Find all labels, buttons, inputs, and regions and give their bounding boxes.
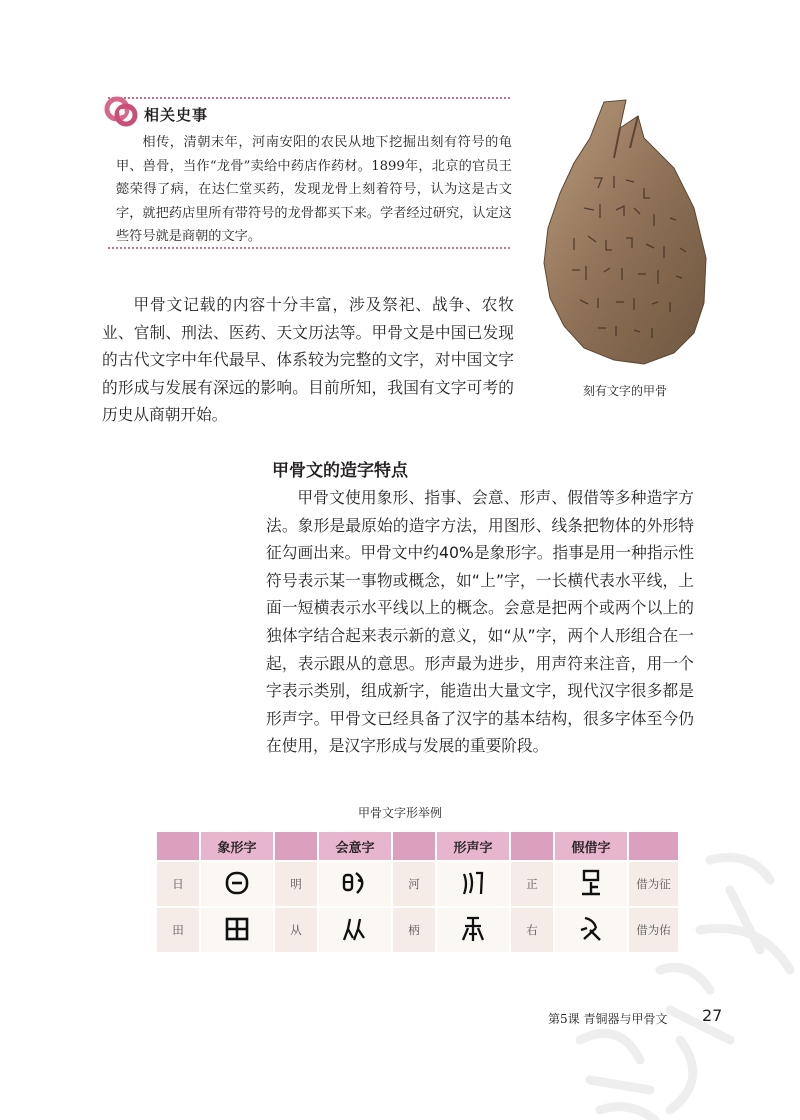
running-footer: 第5课 青铜器与甲骨文 [548,1012,668,1026]
section-text: 甲骨文使用象形、指事、会意、形声、假借等多种造字方法。象形是最原始的造字方法，用图形、线条把物体的外形特征勾画出来。甲骨文中约40%是象形字。指事是用一种指示性符号表示某一事物或概念，如“上”字，一长横代表水平线，上面一短横表示水平线以上的概念。会意是把两个或两个以上的独体字结合起来表示新的意义，如“从”字，两个人形组合在一起，表示跟从的意思。形声最为进步，用声符来注音，用一个字表示类别，组成新字，能造出大量文字，现代汉字很多都是形声字。甲骨文已经具备了汉字的基本结构，很多字体至今仍在使用，是汉字形成与发展的重要阶段。 [266,488,694,756]
oracle-glyph-bright [318,861,392,907]
section-heading: 甲骨文的造字特点 [272,461,408,481]
header-loan-character: 假借字 [554,831,628,861]
figure-caption: 刻有文字的甲骨 [582,384,667,398]
related-history-text: 相传，清朝末年，河南安阳的农民从地下挖掘出刻有符号的龟甲、兽骨，当作“龙骨”卖给中药店作药材。1899年，北京的官员王懿荣得了病，在达仁堂买药，发现龙骨上刻着符号，认为这是古文字，就把药店里所有带符号的龙骨都买下来。学者经过研究，认定这些符号就是商朝的文字。 [116,135,512,244]
char-label: 从 [274,907,318,953]
oracle-glyph-sun [200,861,274,907]
header-blank [274,831,318,861]
related-history-title: 相关史事 [144,106,209,124]
box-bottom-divider [108,247,510,249]
char-label: 明 [274,861,318,907]
table-caption: 甲骨文字形举例 [357,806,442,820]
char-label: 日 [156,861,200,907]
char-label: 右 [510,907,554,953]
header-pictograph: 象形字 [200,831,274,861]
char-label: 正 [510,861,554,907]
loan-meaning: 借为佑 [628,907,679,953]
char-label: 田 [156,907,200,953]
header-blank [392,831,436,861]
oracle-bone-image [534,98,714,366]
char-label: 河 [392,861,436,907]
header-blank [156,831,200,861]
oracle-glyph-field [200,907,274,953]
main-paragraph: 甲骨文记载的内容十分丰富，涉及祭祀、战争、农牧业、官制、刑法、医药、天文历法等。甲骨文是中国已发现的古代文字中年代最早、体系较为完整的文字，对中国文字的形成与发展有深远的影响。目前所知，我国有文字可考的历史从商朝开始。 [102,295,514,424]
header-blank [510,831,554,861]
oracle-glyph-follow [318,907,392,953]
watermark-calligraphy [560,820,800,1120]
header-ideograph: 会意字 [318,831,392,861]
box-top-divider [108,97,510,99]
page-number: 27 [702,1006,723,1025]
header-phonogram: 形声字 [436,831,510,861]
oracle-glyph-river [436,861,510,907]
oracle-glyph-handle [436,907,510,953]
char-label: 柄 [392,907,436,953]
related-history-icon [104,95,140,129]
loan-meaning: 借为征 [628,861,679,907]
